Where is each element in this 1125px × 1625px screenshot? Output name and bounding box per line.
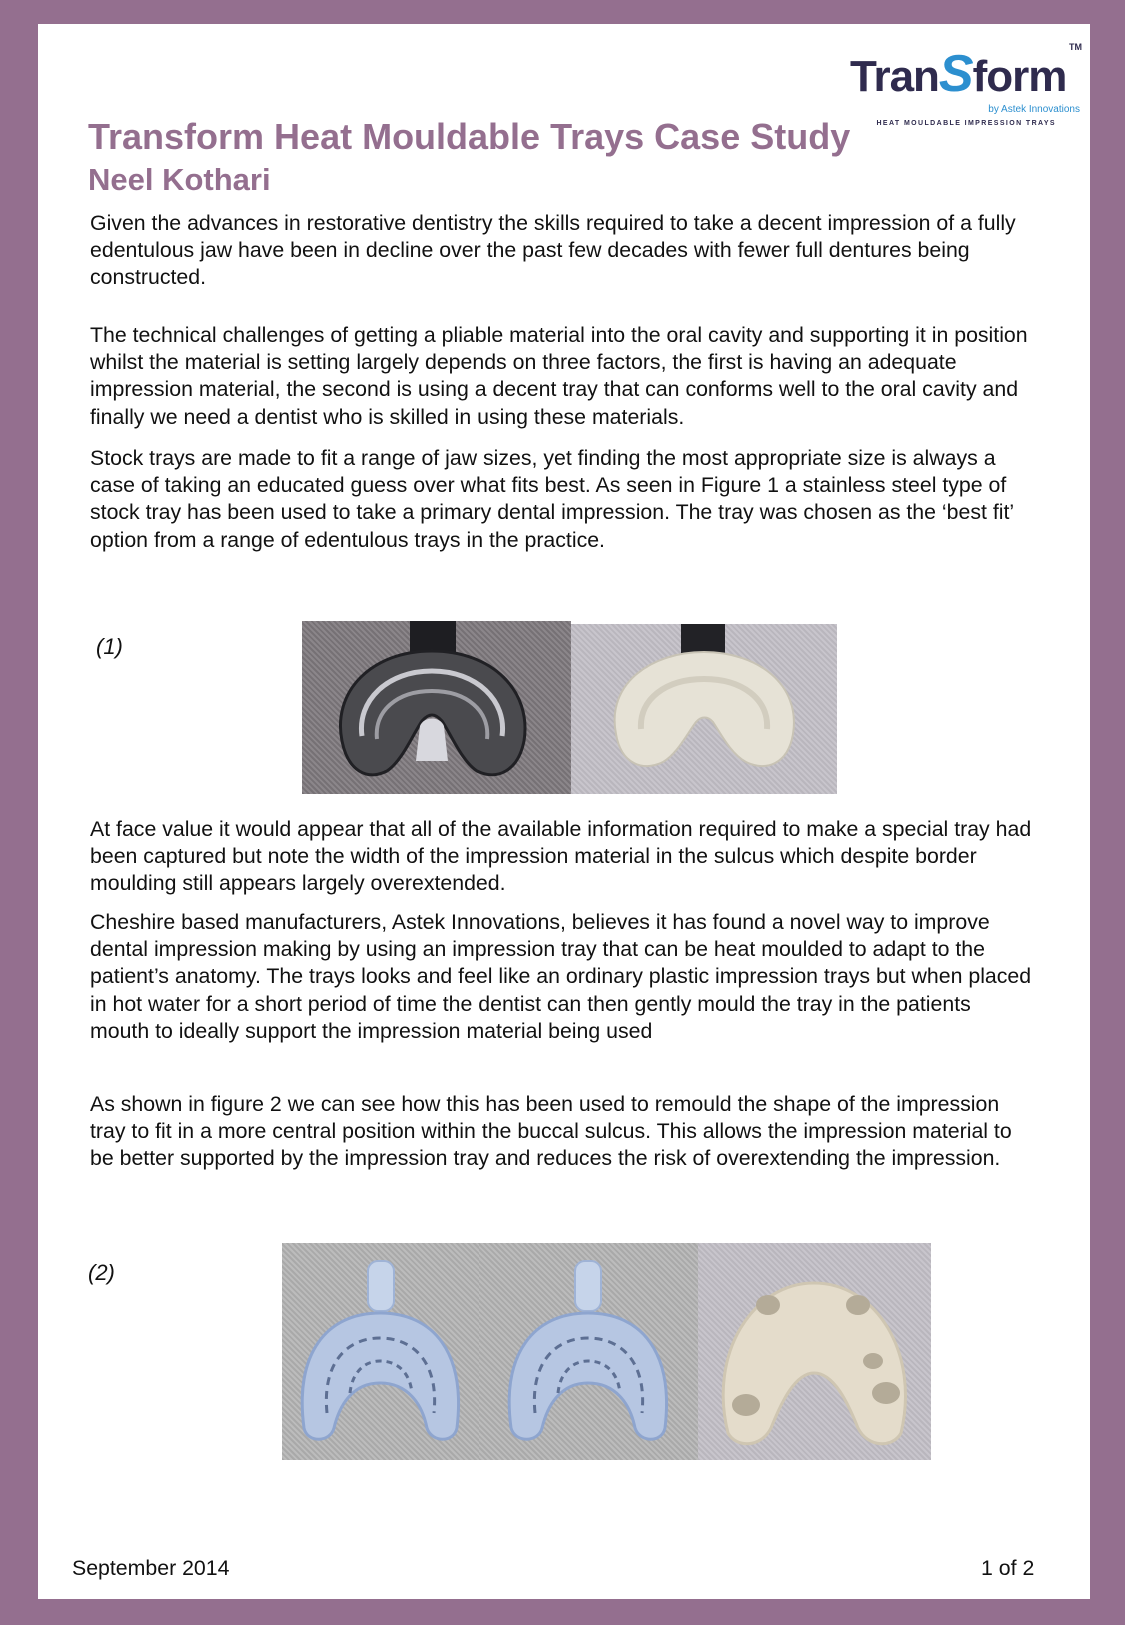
logo-byline: by Astek Innovations [988, 104, 1080, 115]
paragraph-challenges: The technical challenges of getting a pliable material into the oral cavity and supporting it in position whilst the material is setting largely depends on three factors, the first is having an adequate impression material, the second is using a decent tray that can conforms well to the oral cavity and finally we need a dentist who is skilled in using these materials. [90, 323, 1028, 429]
transform-logo [850, 42, 1084, 132]
figure-2-final-impression-photo [698, 1243, 931, 1460]
page-title: Transform Heat Mouldable Trays Case Study [88, 116, 851, 157]
footer-date: September 2014 [72, 1556, 230, 1580]
figure-2-tray-moulded-photo [479, 1243, 698, 1460]
paragraph-face-value: At face value it would appear that all of the available information required to make a special tray had been captured but note the width of the impression material in the sulcus which despite border moulding still appears largely overextended. [90, 817, 1032, 896]
paragraph-figure-2: As shown in figure 2 we can see how this has been used to remould the shape of the impression tray to fit in a more central position within the buccal sulcus. This allows the impression material to be better supported by the impression tray and reduces the risk of overextending the impression. [90, 1092, 1012, 1171]
paragraph-intro: Given the advances in restorative dentistry the skills required to take a decent impression of a fully edentulous jaw have been in decline over the past few decades with fewer full dentures being constructed. [90, 211, 1016, 290]
logo-tagline: HEAT MOULDABLE IMPRESSION TRAYS [876, 120, 1056, 127]
figure-1-impression-photo [571, 624, 837, 794]
logo-wordmark: TranSform [850, 45, 1067, 103]
figure-1-label: (1) [96, 634, 123, 659]
document-page [38, 24, 1090, 1599]
author-name: Neel Kothari [88, 162, 271, 197]
logo-trademark: TM [1069, 42, 1082, 52]
paragraph-astek: Cheshire based manufacturers, Astek Innovations, believes it has found a novel way to improve dental impression making by using an impression tray that can be heat moulded to adapt to the patient’s anatomy. The trays looks and feel like an ordinary plastic impression trays but when placed in hot water for a short period of time the dentist can then gently mould the tray in the patients mouth to ideally support the impression material being used [90, 910, 1032, 1043]
paragraph-stock-trays: Stock trays are made to fit a range of jaw sizes, yet finding the most appropriate size is always a case of taking an educated guess over what fits best. As seen in Figure 1 a stainless steel type of stock tray has been used to take a primary dental impression. The tray was chosen as the ‘best fit’ option from a range of edentulous trays in the practice. [90, 446, 1014, 552]
figure-1-metal-tray-photo [302, 621, 571, 794]
figure-2-tray-before-photo [282, 1243, 479, 1460]
figure-2-label: (2) [88, 1260, 115, 1285]
footer-page-number: 1 of 2 [981, 1556, 1035, 1580]
